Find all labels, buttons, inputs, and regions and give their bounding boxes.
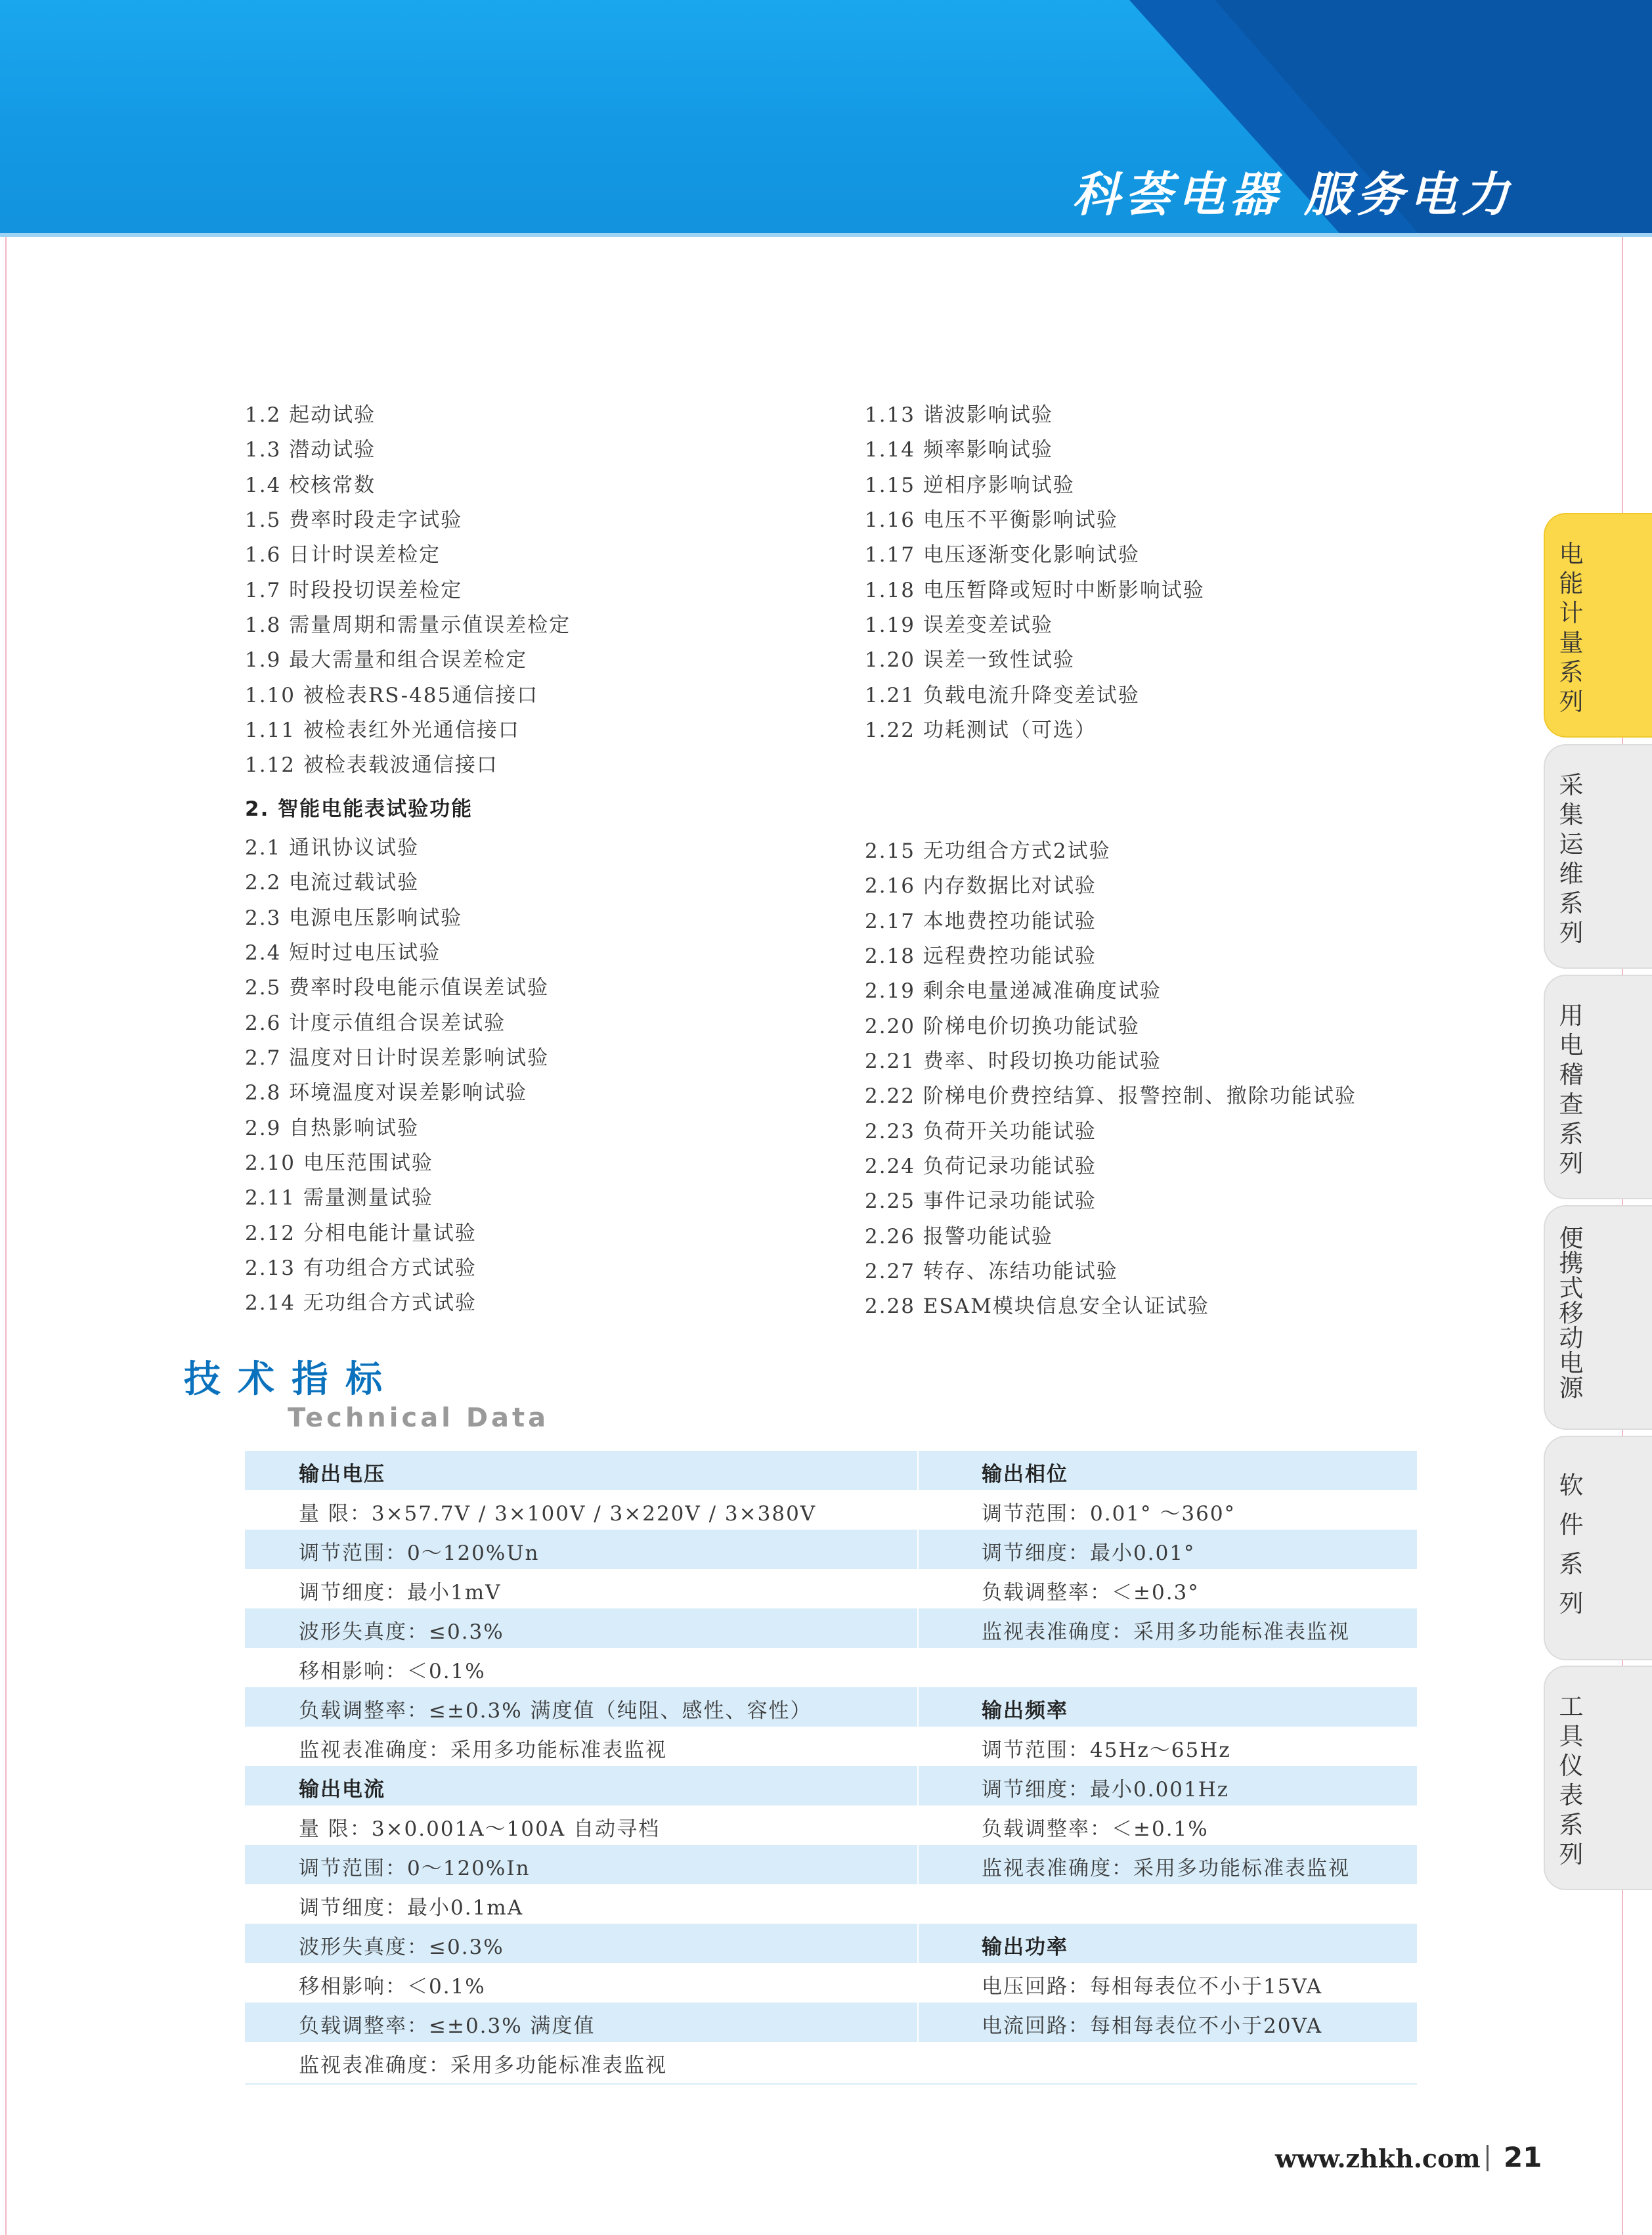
- table-cell: 调节细度：最小0.1mA: [299, 1896, 524, 1920]
- list-item: 1.19 误差变差试验: [865, 613, 1053, 637]
- list-item: 1.2 起动试验: [245, 403, 376, 427]
- table-cell: 输出相位: [982, 1463, 1068, 1486]
- side-tab-label: 采 集 运 维 系 列: [1559, 771, 1584, 947]
- table-row: [245, 1727, 1417, 1766]
- table-cell: 调节细度：最小0.001Hz: [982, 1778, 1230, 1802]
- side-tab-collection-maintenance[interactable]: [1544, 744, 1652, 969]
- table-cell: 量 限：3×0.001A～100A 自动寻档: [299, 1817, 661, 1841]
- list-item: 2.12 分相电能计量试验: [245, 1222, 477, 1245]
- list-item: 1.17 电压逐渐变化影响试验: [865, 543, 1140, 567]
- page-number: 21: [1504, 2141, 1542, 2173]
- list-item: 2.19 剩余电量递减准确度试验: [865, 979, 1162, 1003]
- list-item: 1.18 电压暂降或短时中断影响试验: [865, 579, 1205, 602]
- table-cell: 负载调整率：≤±0.3% 满度值（纯阻、感性、容性）: [299, 1699, 812, 1723]
- table-row: [245, 1845, 1417, 1884]
- table-cell: 量 限：3×57.7V / 3×100V / 3×220V / 3×380V: [299, 1502, 817, 1526]
- list-item: 2.17 本地费控功能试验: [865, 910, 1097, 933]
- header-banner: [0, 0, 1652, 233]
- table-cell: 电流回路：每相每表位不小于20VA: [982, 2014, 1323, 2038]
- list-item: 2.25 事件记录功能试验: [865, 1189, 1097, 1213]
- list-item: 2.1 通讯协议试验: [245, 836, 420, 860]
- list-item: 2.5 费率时段电能示值误差试验: [245, 976, 550, 1000]
- list-item: 2.7 温度对日计时误差影响试验: [245, 1046, 550, 1070]
- list-item: 2.28 ESAM模块信息安全认证试验: [865, 1295, 1209, 1318]
- table-cell: 监视表准确度：采用多功能标准表监视: [299, 2054, 667, 2077]
- table-row: [245, 1805, 1417, 1845]
- footer-separator: [1487, 2145, 1489, 2171]
- list-item: 2.13 有功组合方式试验: [245, 1256, 477, 1280]
- table-row: [245, 1884, 1417, 1924]
- list-item: 2.24 负荷记录功能试验: [865, 1155, 1097, 1178]
- table-row: [245, 1569, 1417, 1608]
- technical-data-title: 技术指标: [184, 1358, 399, 1401]
- table-cell: 调节细度：最小1mV: [299, 1581, 502, 1604]
- list-item: 2.11 需量测量试验: [245, 1186, 433, 1210]
- table-row: [245, 1490, 1417, 1530]
- footer-url: www.zhkh.com: [1275, 2144, 1481, 2173]
- table-row: [245, 1451, 1417, 1490]
- list-item: 1.10 被检表RS-485通信接口: [245, 684, 539, 707]
- table-cell: 调节范围：0.01° ～360°: [982, 1502, 1236, 1526]
- list-item: 1.5 费率时段走字试验: [245, 508, 463, 532]
- side-tab-electric-metering[interactable]: [1544, 513, 1652, 738]
- table-cell: 监视表准确度：采用多功能标准表监视: [982, 1857, 1350, 1880]
- list-item: 1.13 谐波影响试验: [865, 403, 1053, 427]
- list-item: 1.20 误差一致性试验: [865, 648, 1075, 672]
- list-item: 1.4 校核常数: [245, 474, 376, 497]
- list-item: 2.2 电流过载试验: [245, 871, 420, 895]
- list-item: 1.11 被检表红外光通信接口: [245, 719, 520, 742]
- table-bottom-rule: [245, 2083, 1417, 2085]
- table-row: [245, 1766, 1417, 1805]
- list-item: 2.3 电源电压影响试验: [245, 906, 463, 930]
- trim-mark-left: [5, 237, 7, 2235]
- list-item: 1.3 潜动试验: [245, 438, 376, 462]
- list-item: 1.12 被检表载波通信接口: [245, 753, 498, 777]
- side-tab-portable-power[interactable]: [1544, 1205, 1652, 1430]
- side-tab-label: 软 件 系 列: [1559, 1471, 1584, 1618]
- table-row: [245, 2003, 1417, 2042]
- table-row: [245, 1687, 1417, 1727]
- list-item: 2.9 自热影响试验: [245, 1117, 420, 1140]
- table-cell: 移相影响：＜0.1%: [299, 1975, 486, 1999]
- table-row: [245, 2042, 1417, 2081]
- table-cell: 电压回路：每相每表位不小于15VA: [982, 1975, 1323, 1999]
- list-item: 1.21 负载电流升降变差试验: [865, 684, 1140, 707]
- list-item: 1.9 最大需量和组合误差检定: [245, 648, 528, 672]
- list-item: 2.20 阶梯电价切换功能试验: [865, 1015, 1140, 1038]
- list-item: 1.8 需量周期和需量示值误差检定: [245, 613, 571, 637]
- side-tab-label: 电 能 计 量 系 列: [1559, 540, 1584, 716]
- table-cell: 输出频率: [982, 1699, 1068, 1723]
- table-cell: 监视表准确度：采用多功能标准表监视: [982, 1620, 1350, 1644]
- list-item: 2.22 阶梯电价费控结算、报警控制、撤除功能试验: [865, 1084, 1357, 1108]
- table-row: [245, 1924, 1417, 1963]
- list-item: 2.26 报警功能试验: [865, 1225, 1053, 1249]
- table-cell: 移相影响：＜0.1%: [299, 1660, 486, 1683]
- table-cell: 调节范围：0～120%In: [299, 1857, 531, 1880]
- table-cell: 输出电压: [299, 1463, 385, 1486]
- section-heading: 2. 智能电能表试验功能: [245, 797, 473, 821]
- list-item: 2.4 短时过电压试验: [245, 941, 441, 965]
- header-slogan: 科荟电器 服务电力: [1072, 167, 1514, 222]
- list-item: 2.6 计度示值组合误差试验: [245, 1011, 506, 1035]
- side-tab-label: 用 电 稽 查 系 列: [1559, 1002, 1584, 1178]
- list-item: 2.15 无功组合方式2试验: [865, 839, 1111, 863]
- technical-data-table: [245, 1451, 1417, 2085]
- list-item: 2.18 远程费控功能试验: [865, 944, 1097, 968]
- list-item: 2.21 费率、时段切换功能试验: [865, 1050, 1162, 1073]
- list-item: 1.22 功耗测试（可选）: [865, 719, 1097, 742]
- table-cell: 输出电流: [299, 1778, 385, 1802]
- banner-divider: [0, 233, 1652, 237]
- technical-data-subtitle: Technical Data: [288, 1403, 550, 1433]
- list-item: 2.16 内存数据比对试验: [865, 874, 1097, 898]
- table-cell: 负载调整率：＜±0.1%: [982, 1817, 1209, 1841]
- table-cell: 输出功率: [982, 1936, 1068, 1959]
- list-item: 2.14 无功组合方式试验: [245, 1291, 477, 1315]
- side-tab-power-inspection[interactable]: [1544, 975, 1652, 1199]
- list-item: 2.10 电压范围试验: [245, 1151, 433, 1175]
- table-cell: 调节范围：0～120%Un: [299, 1541, 540, 1565]
- table-row: [245, 1608, 1417, 1648]
- table-row: [245, 1530, 1417, 1569]
- table-cell: 波形失真度：≤0.3%: [299, 1620, 504, 1644]
- list-item: 1.6 日计时误差检定: [245, 543, 441, 567]
- list-item: 2.8 环境温度对误差影响试验: [245, 1081, 528, 1105]
- table-row: [245, 1648, 1417, 1687]
- side-tab-label: 便 携 式 移 动 电 源: [1559, 1224, 1584, 1402]
- table-row: [245, 1963, 1417, 2003]
- list-item: 1.14 频率影响试验: [865, 438, 1053, 462]
- list-item: 1.15 逆相序影响试验: [865, 474, 1075, 497]
- list-item: 2.23 负荷开关功能试验: [865, 1120, 1097, 1143]
- list-item: 2.27 转存、冻结功能试验: [865, 1260, 1118, 1283]
- table-cell: 负载调整率：≤±0.3% 满度值: [299, 2014, 596, 2038]
- table-cell: 调节范围：45Hz～65Hz: [982, 1738, 1231, 1762]
- table-cell: 监视表准确度：采用多功能标准表监视: [299, 1738, 667, 1762]
- side-tab-software[interactable]: [1544, 1436, 1652, 1660]
- list-item: 1.7 时段投切误差检定: [245, 579, 463, 602]
- list-item: 1.16 电压不平衡影响试验: [865, 508, 1118, 532]
- side-tab-tools-instruments[interactable]: [1544, 1666, 1652, 1890]
- side-tab-label: 工 具 仪 表 系 列: [1559, 1693, 1584, 1869]
- table-cell: 负载调整率：＜±0.3°: [982, 1581, 1200, 1604]
- table-cell: 调节细度：最小0.01°: [982, 1541, 1196, 1565]
- table-cell: 波形失真度：≤0.3%: [299, 1936, 504, 1959]
